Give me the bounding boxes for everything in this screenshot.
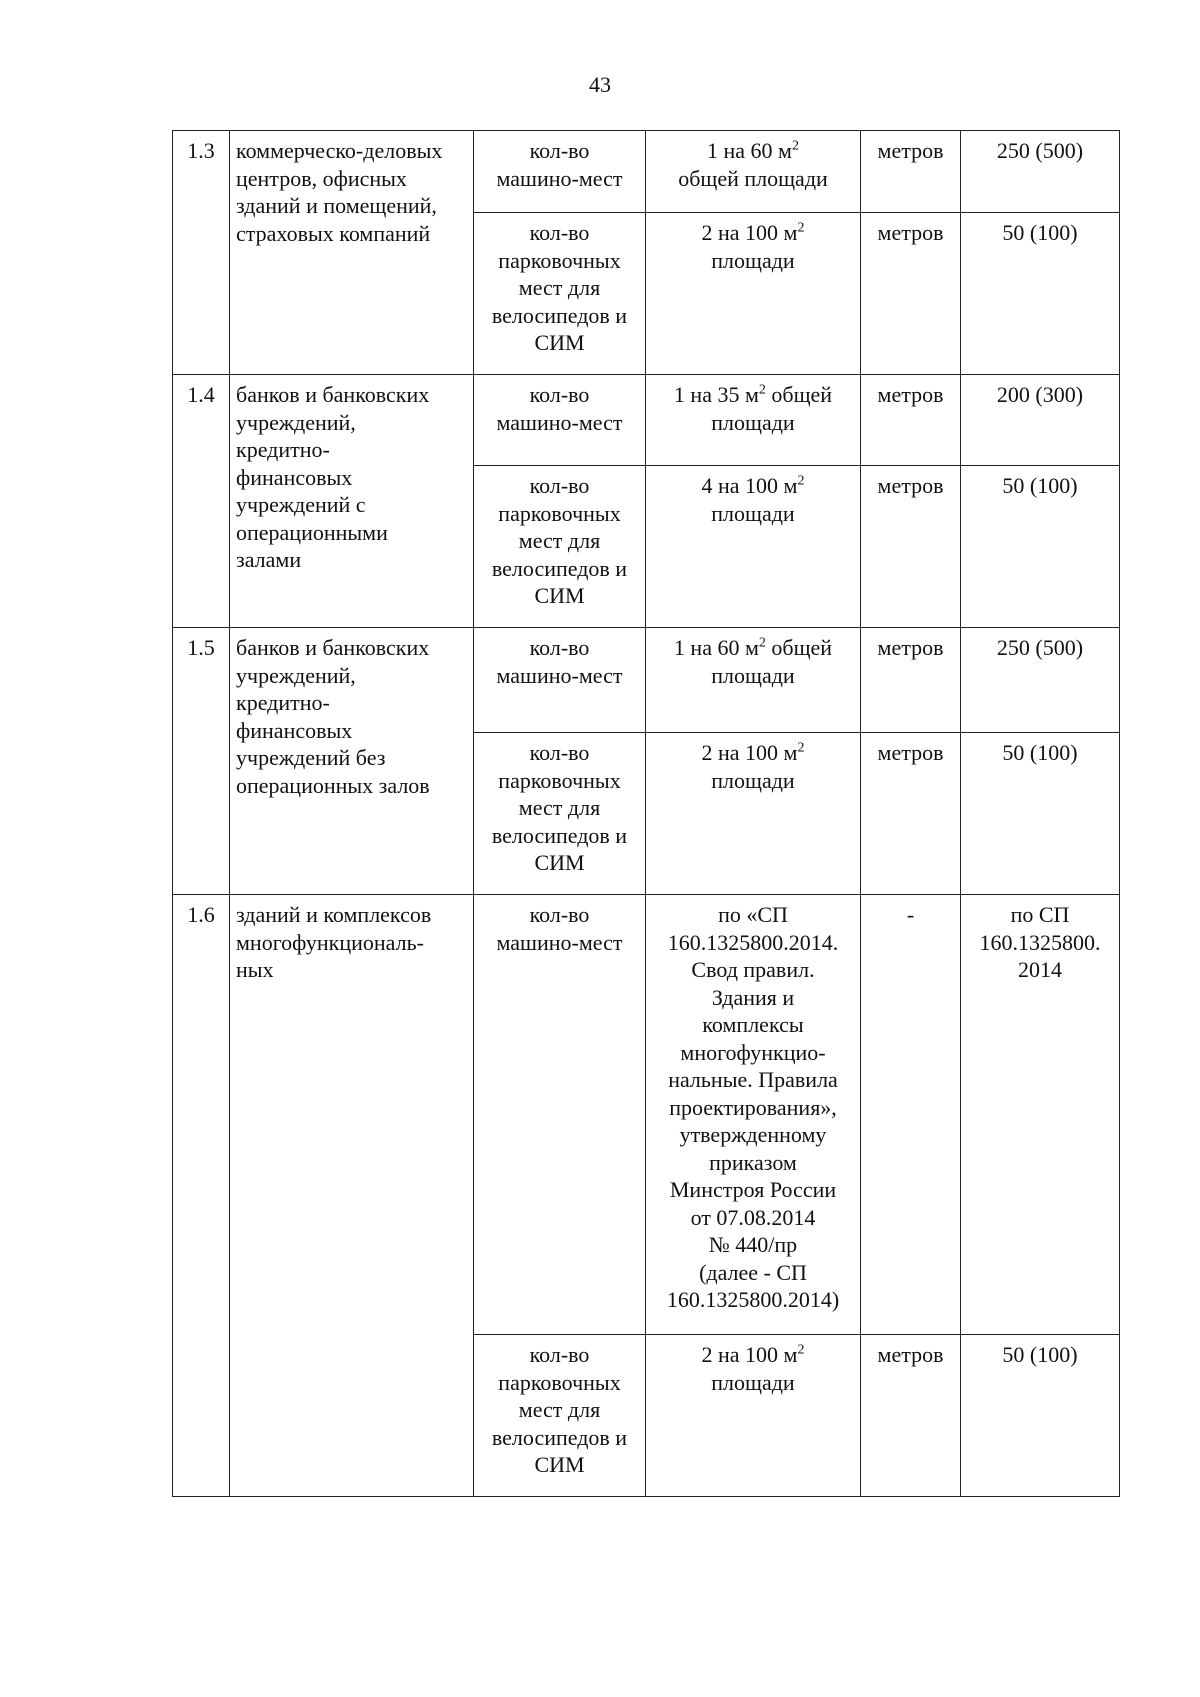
distance-cell: 50 (100) xyxy=(961,733,1120,895)
table-row xyxy=(173,375,1120,466)
unit-cell: метров xyxy=(861,1335,961,1497)
distance-cell: 50 (100) xyxy=(961,213,1120,375)
object-type: банков и банковских учреждений, кредитно- финансовых учреждений без операционных залов xyxy=(230,628,474,895)
unit-cell: - xyxy=(861,895,961,1335)
norm-cell: 2 на 100 $м^2$ площади xyxy=(646,1335,861,1497)
object-type: банков и банковских учреждений, кредитно- финансовых учреждений с операционными залами xyxy=(230,375,474,628)
unit-cell: метров xyxy=(861,628,961,733)
indicator-cell: кол-во машино-мест xyxy=(474,375,646,466)
parking-norms-table xyxy=(172,130,1120,1497)
object-type: зданий и комплексов многофункциональ- ных xyxy=(230,895,474,1497)
indicator-cell: кол-во парковочных мест для велосипедов и СИМ xyxy=(474,466,646,628)
indicator-cell: кол-во парковочных мест для велосипедов и СИМ xyxy=(474,213,646,375)
row-number: 1.4 xyxy=(173,375,230,628)
norm-cell: 4 на 100 $м^2$ площади xyxy=(646,466,861,628)
row-number: 1.3 xyxy=(173,131,230,375)
indicator-cell: кол-во машино-мест xyxy=(474,895,646,1335)
norm-cell: 2 на 100 $м^2$ площади xyxy=(646,213,861,375)
row-number: 1.6 xyxy=(173,895,230,1497)
object-type: коммерческо-деловых центров, офисных зданий и помещений, страховых компаний xyxy=(230,131,474,375)
norm-cell: 1 на 60 $м^2$ общей площади xyxy=(646,131,861,213)
distance-cell: по СП 160.1325800. 2014 xyxy=(961,895,1120,1335)
unit-cell: метров xyxy=(861,375,961,466)
unit-cell: метров xyxy=(861,733,961,895)
page-number: 43 xyxy=(589,72,611,97)
table-row xyxy=(173,628,1120,733)
norm-cell: 2 на 100 $м^2$ площади xyxy=(646,733,861,895)
indicator-cell: кол-во парковочных мест для велосипедов и СИМ xyxy=(474,733,646,895)
indicator-cell: кол-во парковочных мест для велосипедов и СИМ xyxy=(474,1335,646,1497)
row-number: 1.5 xyxy=(173,628,230,895)
norm-cell: 1 на 35 $м^2$ общей площади xyxy=(646,375,861,466)
distance-cell: 50 (100) xyxy=(961,466,1120,628)
unit-cell: метров xyxy=(861,213,961,375)
distance-cell: 50 (100) xyxy=(961,1335,1120,1497)
unit-cell: метров xyxy=(861,466,961,628)
distance-cell: 250 (500) xyxy=(961,628,1120,733)
norm-cell: по «СП 160.1325800.2014. Свод правил. Здания и комплексы многофункцио- нальные. Правила проектирования», утвержденному приказом Минстроя России от 07.08.2014 № 440/пр (далее - СП 160.1325800.2014) xyxy=(646,895,861,1335)
table-row xyxy=(173,895,1120,1335)
distance-cell: 200 (300) xyxy=(961,375,1120,466)
indicator-cell: кол-во машино-мест xyxy=(474,628,646,733)
unit-cell: метров xyxy=(861,131,961,213)
norm-cell: 1 на 60 $м^2$ общей площади xyxy=(646,628,861,733)
indicator-cell: кол-во машино-мест xyxy=(474,131,646,213)
table-row xyxy=(173,131,1120,213)
distance-cell: 250 (500) xyxy=(961,131,1120,213)
